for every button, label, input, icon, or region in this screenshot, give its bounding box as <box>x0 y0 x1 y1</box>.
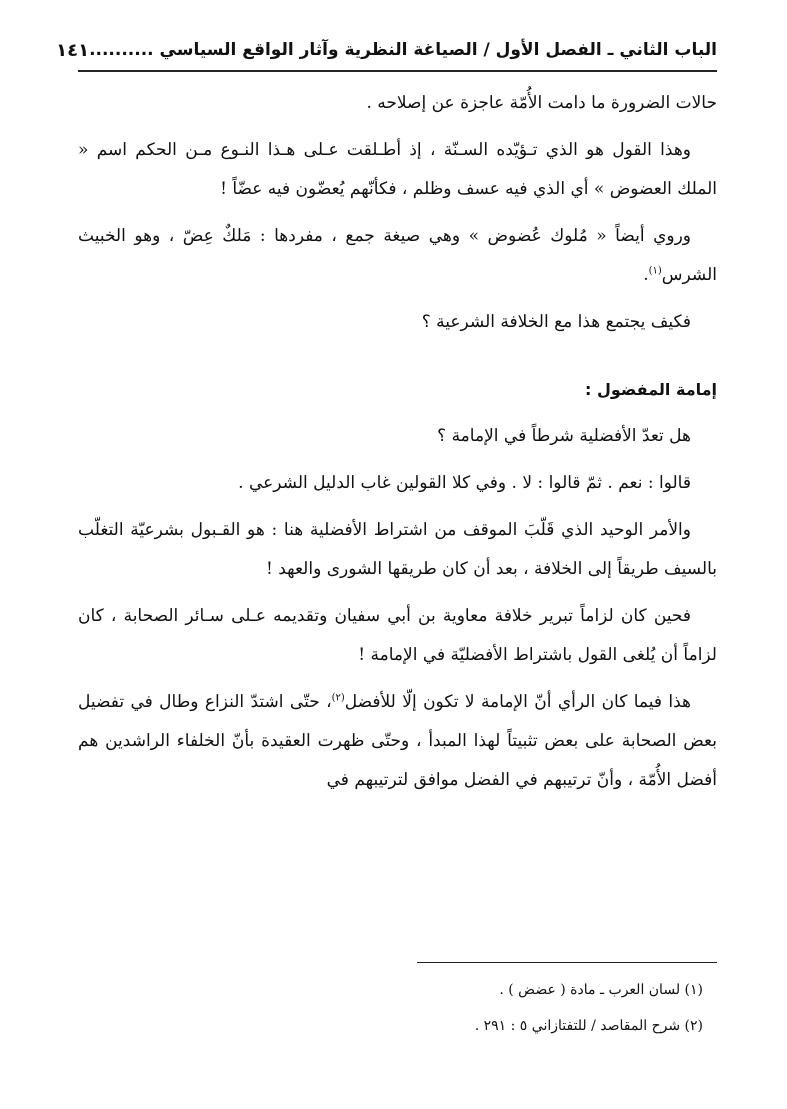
footnotes <box>78 972 703 1044</box>
footnote-1: (١) لسان العرب ـ مادة ( عضض ) . <box>499 982 703 998</box>
running-header <box>56 34 717 66</box>
page-number: ١٤١ <box>56 39 90 61</box>
paragraph-3-end: . <box>643 265 649 285</box>
body-text <box>78 84 717 800</box>
paragraph-9-text-a: هذا فيما كان الرأي أنّ الإمامة لا تكون إلّا للأفضل <box>344 692 691 712</box>
footnote-2: (٢) شرح المقاصد / للتفتازاني ٥ : ٢٩١ . <box>474 1018 703 1034</box>
paragraph-9 <box>78 683 717 800</box>
footnote-ref-1: (١) <box>648 265 662 277</box>
section-heading: إمامة المفضول : <box>585 380 717 399</box>
paragraph-2: وهذا القول هو الذي تـؤيّده السـنّة ، إذ أطـلقت عـلى هـذا النـوع مـن الحكم اسم « الملك العضوض » أي الذي فيه عسف وظلم ، فكأنّهم يُعضّون فيه عضّاً ! <box>78 140 717 199</box>
header-rule <box>78 70 717 72</box>
paragraph-3-text: وروي أيضاً « مُلوك عُضوض » وهي صيغة جمع ، مفردها : مَلكٌ عِضّ ، وهو الخبيث الشرس <box>78 226 717 285</box>
header-title: الباب الثاني ـ الفصل الأول / الصياغة النظرية وآثار الواقع السياسي .......... <box>89 40 717 60</box>
paragraph-4: فكيف يجتمع هذا مع الخلافة الشرعية ؟ <box>421 312 691 332</box>
paragraph-5: هل تعدّ الأفضلية شرطاً في الإمامة ؟ <box>437 426 691 446</box>
paragraph-9-text-b: ، حتّى اشتدّ النزاع وطال في تفضيل بعض الصحابة على بعض تثبيتاً لهذا المبدأ ، وحتّى ظهرت العقيدة بأنّ الخلفاء الراشدين هم أفضل الأُمّة ، وأنّ ترتيبهم في الفضل موافق لترتيبهم في <box>78 692 717 790</box>
paragraph-1: حالات الضرورة ما دامت الأُمّة عاجزة عن إصلاحه . <box>366 93 717 113</box>
footnote-rule <box>417 962 717 963</box>
footnote-ref-2: (٢) <box>331 692 345 704</box>
paragraph-8: فحين كان لزاماً تبرير خلافة معاوية بن أبي سفيان وتقديمه عـلى سـائر الصحابة ، كان لزاماً أن يُلغى القول باشتراط الأفضليّة في الإمامة ! <box>78 606 717 665</box>
paragraph-6: قالوا : نعم . ثمّ قالوا : لا . وفي كلا القولين غاب الدليل الشرعي . <box>238 473 691 493</box>
paragraph-7: والأمر الوحيد الذي قَلّبَ الموقف من اشتراط الأفضلية هنا : هو القـبول بشرعيّة التغلّب بالسيف طريقاً إلى الخلافة ، بعد أن كان طريقها الشورى والعهد ! <box>78 520 717 579</box>
paragraph-3 <box>78 217 717 295</box>
